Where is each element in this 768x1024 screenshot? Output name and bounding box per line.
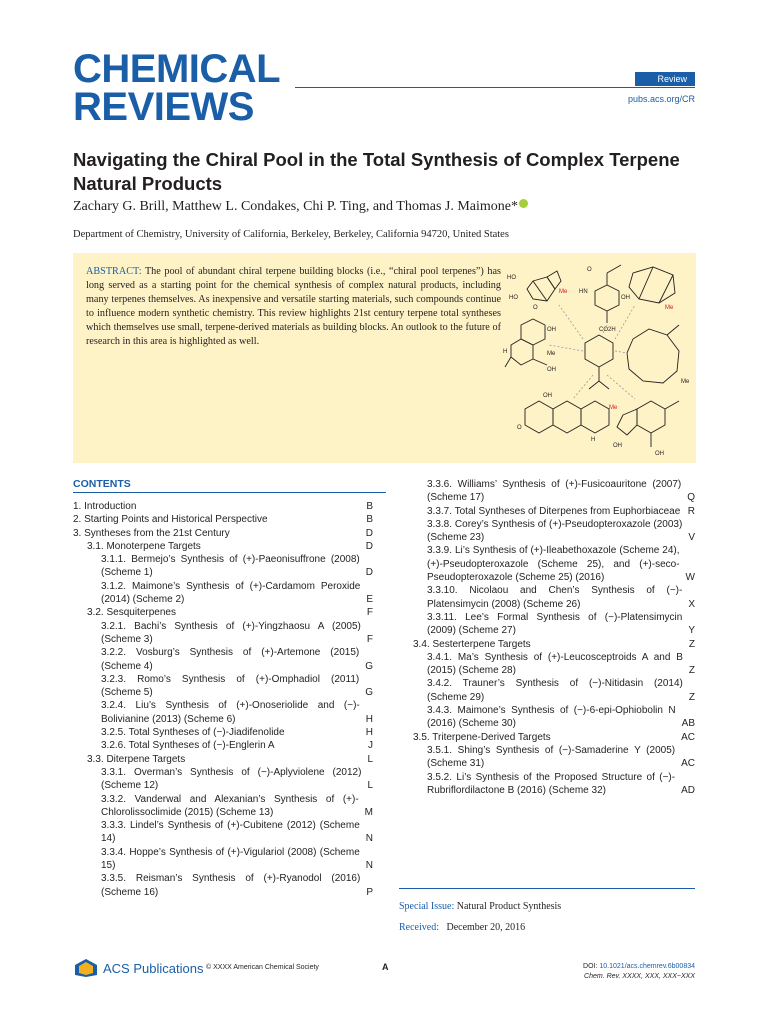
- toc-entry-page: D: [365, 540, 373, 552]
- toc-entry-page: H: [365, 713, 373, 725]
- toc-entry-text: 3.3.2. Vanderwal and Alexanian’s Synthesis of (+)-Chlorolissoclimide (2015) (Scheme 13): [101, 793, 359, 818]
- toc-entry-page: Z: [688, 665, 695, 677]
- toc-entry-text: 3.3.9. Li’s Synthesis of (+)-Ileabethoxazole (Scheme 24), (+)-Pseudopteroxazole (Scheme 25), and (+)-seco-Pseudopteroxazole (Scheme 25) (2016): [427, 545, 680, 584]
- toc-entry-page: Z: [688, 691, 695, 703]
- author-list: [73, 199, 528, 215]
- toc-entry[interactable]: [73, 819, 373, 846]
- toc-entry[interactable]: [73, 606, 373, 619]
- toc-entry[interactable]: [73, 699, 373, 726]
- toc-entry-page: V: [688, 532, 695, 544]
- graphic-label: Me: [559, 289, 568, 295]
- toc-right-column: [399, 478, 695, 797]
- page-letter: A: [382, 962, 389, 972]
- journal-site-link[interactable]: pubs.acs.org/CR: [627, 94, 695, 104]
- toc-entry-text: 3.5.1. Shing’s Synthesis of (−)-Samaderine Y (2005) (Scheme 31): [427, 744, 676, 770]
- graphic-label: Me: [681, 379, 690, 385]
- toc-entry[interactable]: [399, 611, 695, 638]
- citation: Chem. Rev. XXXX, XXX, XXX−XXX: [584, 973, 695, 980]
- article-title: Navigating the Chiral Pool in the Total Synthesis of Complex Terpene Natural Products: [73, 149, 680, 194]
- article-type-badge: Review: [635, 72, 695, 86]
- toc-entry[interactable]: [73, 553, 373, 580]
- toc-entry-text: 3.5. Triterpene-Derived Targets: [413, 731, 551, 743]
- toc-entry[interactable]: [73, 846, 373, 873]
- toc-entry-page: D: [365, 527, 373, 539]
- toc-entry-page: L: [367, 753, 373, 765]
- toc-entry[interactable]: [73, 673, 373, 700]
- toc-entry-page: G: [365, 660, 373, 672]
- doi-block: [583, 962, 695, 982]
- toc-graphic-image: [503, 259, 691, 459]
- toc-entry-page: P: [366, 886, 373, 898]
- header-rule: [295, 87, 695, 88]
- toc-entry-page: AD: [681, 784, 695, 796]
- toc-entry-page: N: [365, 833, 373, 845]
- graphic-label: O: [587, 267, 592, 273]
- graphic-label: OH: [621, 295, 630, 301]
- toc-entry[interactable]: [399, 744, 695, 771]
- contents-rule: [73, 492, 386, 493]
- toc-entry[interactable]: [399, 478, 695, 505]
- toc-entry[interactable]: [73, 872, 373, 899]
- orcid-icon[interactable]: [519, 199, 528, 208]
- toc-entry-text: 3.1.2. Maimone’s Synthesis of (+)-Cardamom Peroxide (2014) (Scheme 2): [101, 580, 361, 606]
- special-issue: [399, 901, 561, 912]
- special-issue-label: Special Issue:: [399, 901, 455, 912]
- toc-entry-page: J: [368, 740, 373, 752]
- doi-link[interactable]: 10.1021/acs.chemrev.6b00834: [599, 963, 695, 970]
- toc-entry[interactable]: [73, 500, 373, 513]
- toc-entry-page: Y: [688, 625, 695, 637]
- toc-entry-text: 3. Syntheses from the 21st Century: [73, 527, 230, 539]
- toc-entry[interactable]: [73, 793, 373, 820]
- toc-entry[interactable]: [73, 646, 373, 673]
- toc-entry-page: E: [366, 594, 373, 606]
- toc-entry[interactable]: [73, 527, 373, 540]
- toc-entry-page: N: [365, 860, 373, 872]
- toc-entry-text: 3.4. Sesterterpene Targets: [413, 638, 531, 650]
- special-issue-value: Natural Product Synthesis: [456, 901, 562, 912]
- toc-entry-text: 3.2.3. Romo’s Synthesis of (+)-Omphadiol (2011) (Scheme 5): [101, 673, 360, 699]
- toc-entry[interactable]: [399, 731, 695, 744]
- acs-hexagon-icon: [73, 958, 99, 978]
- toc-entry-text: 3.3.5. Reisman’s Synthesis of (+)-Ryanodol (2016) (Scheme 16): [101, 873, 361, 898]
- toc-entry[interactable]: [399, 518, 695, 545]
- toc-entry-page: F: [366, 633, 373, 645]
- toc-entry-text: 3.3.1. Overman’s Synthesis of (−)-Aplyviolene (2012) (Scheme 12): [101, 766, 362, 792]
- toc-entry[interactable]: [399, 638, 695, 651]
- toc-entry-text: 3.1.1. Bermejo’s Synthesis of (+)-Paeonisuffrone (2008) (Scheme 1): [101, 554, 360, 579]
- toc-entry-text: 3.2.6. Total Syntheses of (−)-Englerin A: [101, 740, 275, 752]
- toc-entry[interactable]: [399, 651, 695, 678]
- toc-entry-text: 3.3.11. Lee’s Formal Synthesis of (−)-Platensimycin (2009) (Scheme 27): [427, 611, 683, 637]
- toc-entry-page: B: [366, 501, 373, 512]
- toc-entry[interactable]: [73, 620, 373, 647]
- toc-entry-text: 3.1. Monoterpene Targets: [87, 540, 201, 552]
- toc-entry[interactable]: [73, 753, 373, 766]
- abstract: [86, 265, 501, 349]
- authors-text: Zachary G. Brill, Matthew L. Condakes, Chi P. Ting, and Thomas J. Maimone*: [73, 199, 518, 214]
- abstract-text: The pool of abundant chiral terpene building blocks (i.e., “chiral pool terpenes”) has long served as a starting point for the chemical synthesis of complex natural products, including many terpenes themselves. As inexpensive and versatile starting materials, such compounds continue to influence modern synthetic chemistry. This review highlights 21st century terpene total syntheses which themselves use small, terpene-derived materials as building blocks. An outlook to the future of research in this area is highlighted as well.: [86, 266, 501, 347]
- toc-entry-page: R: [687, 505, 695, 517]
- toc-entry-text: 3.2. Sesquiterpenes: [87, 607, 176, 619]
- toc-entry-page: L: [367, 780, 373, 792]
- toc-entry[interactable]: [73, 739, 373, 752]
- toc-entry[interactable]: [399, 771, 695, 798]
- toc-entry[interactable]: [73, 513, 373, 526]
- journal-name-line1: CHEMICAL: [73, 47, 281, 91]
- toc-entry-text: 3.3.10. Nicolaou and Chen’s Synthesis of (−)-Platensimycin (2008) (Scheme 26): [427, 585, 683, 610]
- toc-entry[interactable]: [399, 677, 695, 704]
- toc-entry-text: 3.3.7. Total Syntheses of Diterpenes from Euphorbiaceae: [427, 505, 681, 517]
- graphic-label: OH: [613, 443, 622, 449]
- graphic-label: OH: [543, 393, 552, 399]
- contents-heading: CONTENTS: [73, 478, 131, 490]
- toc-entry-text: 3.4.2. Trauner’s Synthesis of (−)-Nitidasin (2014) (Scheme 29): [427, 678, 683, 703]
- toc-left-column: [73, 500, 373, 899]
- toc-entry-text: 3.5.2. Li’s Synthesis of the Proposed Structure of (−)-Rubriflordilactone B (2016) (Scheme 32): [427, 771, 676, 796]
- toc-entry-page: M: [364, 806, 373, 818]
- graphic-label: HO: [509, 295, 518, 301]
- received-label: Received:: [399, 922, 439, 933]
- graphic-label: O: [533, 305, 538, 311]
- toc-entry[interactable]: [73, 766, 373, 793]
- graphic-label: H: [503, 349, 508, 355]
- graphic-label: OH: [655, 451, 664, 457]
- toc-entry[interactable]: [73, 726, 373, 739]
- toc-entry-page: W: [685, 572, 695, 584]
- toc-entry-text: 3.3.3. Lindel’s Synthesis of (+)-Cubitene (2012) (Scheme 14): [101, 820, 360, 845]
- toc-entry-text: 3.2.2. Vosburg’s Synthesis of (+)-Artemone (2015) (Scheme 4): [101, 647, 360, 672]
- toc-entry-page: H: [365, 727, 373, 739]
- toc-entry[interactable]: [399, 584, 695, 611]
- toc-entry-text: 2. Starting Points and Historical Perspective: [73, 514, 268, 526]
- graphic-label: Me: [609, 405, 618, 411]
- graphic-label: OH: [547, 367, 556, 373]
- graphic-label: O: [517, 425, 522, 431]
- toc-entry-text: 3.3.6. Williams’ Synthesis of (+)-Fusicoauritone (2007) (Scheme 17): [427, 479, 682, 504]
- toc-entry[interactable]: [73, 540, 373, 553]
- acs-publications-logo[interactable]: [73, 958, 203, 978]
- graphic-label: Me: [547, 351, 556, 357]
- toc-entry-text: 3.3.4. Hoppe’s Synthesis of (+)-Vigulariol (2008) (Scheme 15): [101, 846, 360, 872]
- toc-entry-text: 3.3. Diterpene Targets: [87, 753, 186, 765]
- toc-entry-text: 3.3.8. Corey’s Synthesis of (+)-Pseudopteroxazole (2003) (Scheme 23): [427, 518, 683, 544]
- toc-entry-text: 1. Introduction: [73, 501, 137, 512]
- toc-entry[interactable]: [399, 505, 695, 518]
- publisher-name: ACS Publications: [103, 960, 204, 976]
- graphic-label: CO2H: [599, 327, 616, 333]
- toc-entry-page: D: [365, 567, 373, 579]
- graphic-label: HN: [579, 289, 588, 295]
- toc-entry[interactable]: [73, 580, 373, 607]
- graphic-label: Me: [665, 305, 674, 311]
- toc-entry-page: Z: [688, 638, 695, 650]
- toc-entry-text: 3.4.3. Maimone’s Synthesis of (−)-6-epi-Ophiobolin N (2016) (Scheme 30): [427, 705, 676, 730]
- toc-entry-text: 3.2.5. Total Syntheses of (−)-Jiadifenolide: [101, 727, 285, 739]
- toc-entry-text: 3.2.4. Liu’s Synthesis of (+)-Onoseriolide and (−)-Bolivianine (2013) (Scheme 6): [101, 700, 360, 725]
- toc-entry-page: X: [688, 598, 695, 610]
- received-date: [399, 922, 525, 933]
- toc-entry-text: 3.2.1. Bachi’s Synthesis of (+)-Yingzhaosu A (2005) (Scheme 3): [101, 620, 361, 645]
- graphic-label: OH: [547, 327, 556, 333]
- toc-entry-page: AC: [681, 758, 695, 770]
- doi-label: DOI:: [583, 963, 598, 970]
- graphic-label: HO: [507, 275, 516, 281]
- received-value: December 20, 2016: [446, 922, 526, 933]
- journal-logo: [73, 47, 281, 129]
- toc-entry-page: AB: [681, 718, 695, 730]
- toc-entry-page: F: [366, 607, 373, 619]
- abstract-box: [73, 253, 696, 463]
- toc-entry[interactable]: [399, 544, 695, 584]
- graphic-label: H: [591, 437, 596, 443]
- toc-entry-page: AC: [681, 731, 695, 743]
- toc-entry-page: B: [366, 514, 373, 526]
- toc-entry-page: Q: [687, 492, 695, 504]
- copyright: © XXXX American Chemical Society: [206, 964, 319, 971]
- special-issue-rule: [399, 888, 695, 889]
- journal-name-line2: REVIEWS: [73, 85, 254, 129]
- toc-entry[interactable]: [399, 704, 695, 731]
- toc-entry-page: G: [365, 687, 373, 699]
- toc-entry-text: 3.4.1. Ma’s Synthesis of (+)-Leucosceptroids A and B (2015) (Scheme 28): [427, 651, 683, 677]
- affiliation: Department of Chemistry, University of California, Berkeley, Berkeley, California 94720, United States: [73, 229, 509, 240]
- abstract-label: ABSTRACT:: [86, 266, 142, 277]
